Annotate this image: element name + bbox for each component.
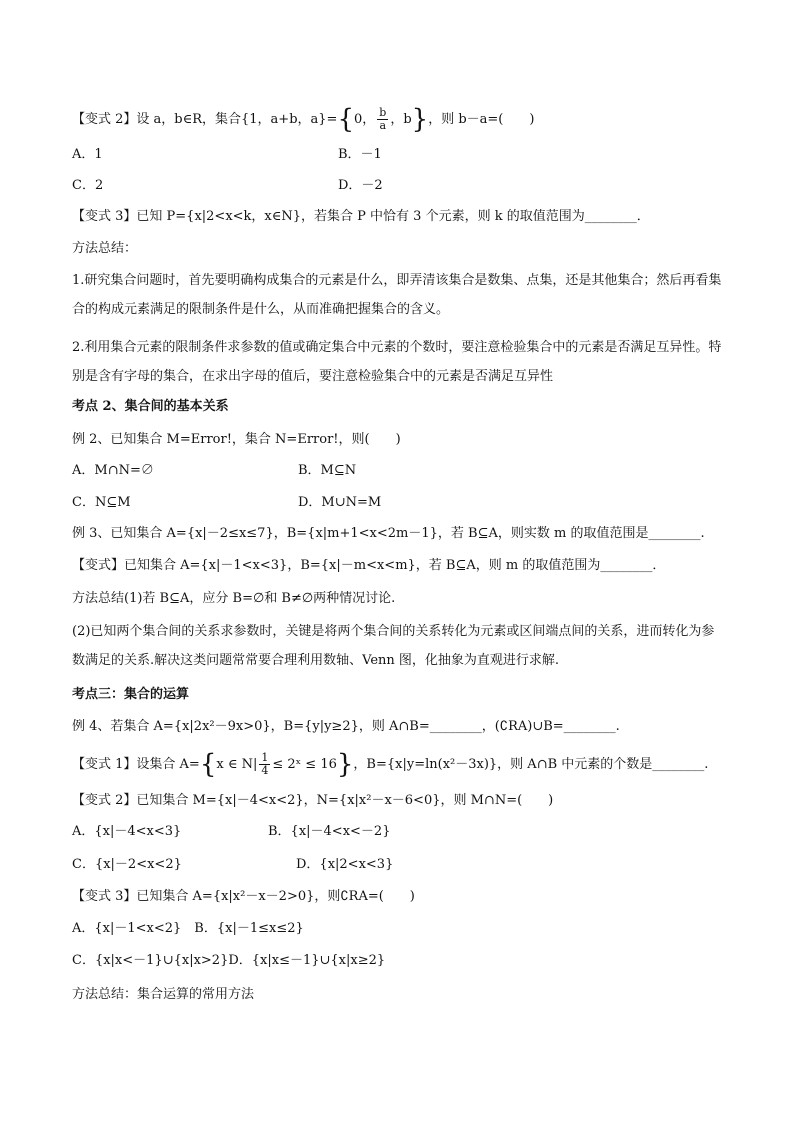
variant2-option-b: B．－1 — [338, 147, 382, 162]
variant2-stem-post: ，则 b－a=( ) — [428, 112, 535, 127]
variant2-option-a: A．1 — [72, 147, 103, 162]
fraction-b-over-a — [377, 107, 388, 132]
section-heading-2: 考点 2、集合间的基本关系 — [72, 399, 229, 414]
left-brace: { — [199, 749, 217, 780]
variant2-option-d: D．－2 — [338, 178, 383, 193]
example2-question: 例 2、已知集合 M=Error!，集合 N=Error!，则( ) — [72, 432, 401, 447]
variant1-question — [72, 749, 709, 780]
variant-question: 【变式】已知集合 A={x|－1<x<3}，B={x|－m<x<m}，若 B⊆A，则 m 的取值范围为________． — [72, 558, 666, 573]
variant1-stem-pre: 【变式 1】设集合 A= — [72, 757, 200, 772]
fraction-one-quarter — [259, 752, 270, 777]
example2-option-c: C．N⊆M — [72, 495, 131, 510]
method-summary-point-2: 2.利用集合元素的限制条件求参数的值或确定集合中元素的个数时，要注意检验集合中的元素是否满足互异性。特别是含有字母的集合，在求出字母的值后，要注意检验集合中的元素是否满足互异性 — [72, 340, 722, 384]
variant2-stem-pre: 【变式 2】设 a，b∈R，集合{1，a+b，a}= — [72, 112, 338, 127]
variant3b-options-cd: C．{x|x<－1}∪{x|x>2}D．{x|x≤－1}∪{x|x≥2} — [72, 953, 386, 968]
method-summary-2-point-2: (2)已知两个集合间的关系求参数时，关键是将两个集合间的关系转化为元素或区间端点间的关系，进而转化为参数满足的关系.解决这类问题常常要合理利用数轴、Venn 图，化抽象为直观进行求解. — [72, 624, 715, 668]
fraction-numerator: b — [379, 106, 387, 119]
fraction-numerator: 1 — [261, 751, 269, 764]
method-summary-title: 方法总结： — [72, 241, 138, 256]
variant2b-option-a: A．{x|－4<x<3} — [72, 824, 182, 839]
variant1-set-post: ≤ 2ˣ ≤ 16 — [272, 757, 337, 772]
variant2-question — [72, 104, 535, 135]
variant2-set-b: ，b — [390, 112, 412, 127]
left-brace: { — [337, 104, 354, 135]
method-summary-point-1: 1.研究集合问题时，首先要明确构成集合的元素是什么，即弄清该集合是数集、点集，还是其他集合；然后再看集合的构成元素满足的限制条件是什么，从而准确把握集合的含义。 — [72, 273, 722, 317]
variant1-stem-post: ，B={x|y=ln(x²－3x)}，则 A∩B 中元素的个数是________. — [353, 757, 709, 772]
example2-option-d: D．M∪N=M — [298, 495, 382, 510]
fraction-denominator: 4 — [261, 764, 269, 777]
example3-question: 例 3、已知集合 A={x|－2≤x≤7}，B={x|m+1<x<2m－1}，若 B⊆A，则实数 m 的取值范围是________. — [72, 526, 705, 541]
method-summary-3: 方法总结：集合运算的常用方法 — [72, 987, 255, 1002]
variant2-option-c: C．2 — [72, 178, 104, 193]
example4-question: 例 4、若集合 A={x|2x²－9x>0}，B={y|y≥2}，则 A∩B=________，(∁RA)∪B=________. — [72, 719, 620, 734]
variant3b-question: 【变式 3】已知集合 A={x|x²－x－2>0}，则∁RA=( ) — [72, 889, 415, 904]
variant2-set-a: 0， — [354, 112, 376, 127]
variant2b-option-c: C．{x|－2<x<2} — [72, 857, 182, 872]
variant2b-question: 【变式 2】已知集合 M={x|－4<x<2}，N={x|x²－x－6<0}，则 M∩N=( ) — [72, 793, 554, 808]
variant2b-option-b: B．{x|－4<x<－2} — [268, 824, 391, 839]
example2-option-b: B．M⊆N — [298, 463, 357, 478]
example2-option-a: A．M∩N=∅ — [72, 463, 154, 478]
section-heading-3: 考点三：集合的运算 — [72, 687, 190, 702]
variant3b-options-ab: A．{x|－1<x<2} B．{x|－1≤x≤2} — [72, 921, 304, 936]
method-summary-2-point-1: 方法总结(1)若 B⊆A，应分 B=∅和 B≠∅两种情况讨论. — [72, 591, 396, 606]
right-brace: } — [411, 104, 429, 135]
variant2b-option-d: D．{x|2<x<3} — [296, 857, 394, 872]
variant3-question: 【变式 3】已知 P={x|2<x<k，x∈N}，若集合 P 中恰有 3 个元素，则 k 的取值范围为________． — [72, 209, 650, 224]
variant1-set-pre: x ∈ N| — [216, 757, 258, 772]
right-brace: } — [336, 749, 354, 780]
fraction-denominator: a — [379, 119, 387, 132]
